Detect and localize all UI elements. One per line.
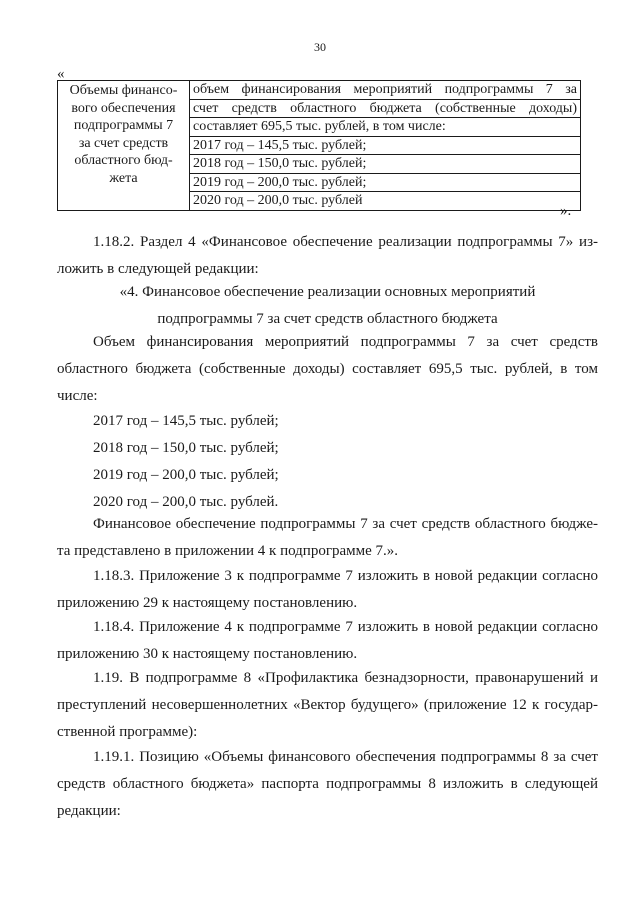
year-line: 2018 год – 150,0 тыс. рублей; (93, 440, 279, 456)
opening-quote: « (57, 66, 65, 82)
label-line: Объемы финансо- (69, 83, 178, 98)
funding-table-label-cell (58, 81, 190, 211)
funding-table-value-cell (190, 81, 581, 211)
value-line: счет средств областного бюджета (собственные доходы) (190, 100, 580, 119)
label-line: за счет средств (78, 135, 169, 151)
text-line: 1.18.2. Раздел 4 «Финансовое обеспечение реализации подпрограммы 7» из- (93, 234, 598, 250)
paragraph-financial-support (57, 511, 598, 565)
text-line: 1.18.3. Приложение 3 к подпрограмме 7 изложить в новой редакции согласно (93, 568, 598, 584)
funding-table (57, 80, 581, 211)
text-line: ложить в следующей редакции: (57, 261, 259, 277)
label-line: подпрограммы 7 (73, 118, 174, 133)
section-heading (57, 279, 598, 333)
paragraph-1-18-2 (57, 229, 598, 283)
text-line: областного бюджета (собственные доходы) составляет 695,5 тыс. рублей, в том (57, 361, 598, 377)
text-line: та представлено в приложении 4 к подпрограмме 7.». (57, 543, 399, 559)
text-line: средств областного бюджета» паспорта подпрограммы 8 изложить в следующей (57, 776, 598, 792)
paragraph-1-18-4 (57, 614, 598, 668)
text-line: ственной программе): (57, 724, 198, 740)
label-line: вого обеспечения (71, 100, 176, 116)
text-line: 1.19. В подпрограмме 8 «Профилактика безнадзорности, правонарушений и (93, 670, 598, 686)
paragraph-1-19-1 (57, 744, 598, 825)
label-line: жета (109, 170, 138, 186)
year-line: 2020 год – 200,0 тыс. рублей. (93, 494, 279, 510)
label-line: областного бюд- (74, 153, 173, 168)
value-line: 2020 год – 200,0 тыс. рублей (193, 193, 363, 208)
closing-quote: ». (560, 203, 572, 219)
text-line: 1.18.4. Приложение 4 к подпрограмме 7 изложить в новой редакции согласно (93, 619, 598, 635)
value-line: объем финансирования мероприятий подпрограммы 7 за (190, 81, 580, 100)
value-line: 2018 год – 150,0 тыс. рублей; (190, 155, 580, 174)
paragraph-1-18-3 (57, 563, 598, 617)
year-line: 2019 год – 200,0 тыс. рублей; (93, 467, 279, 483)
value-line: составляет 695,5 тыс. рублей, в том числе: (190, 118, 580, 137)
value-line: 2017 год – 145,5 тыс. рублей; (190, 137, 580, 156)
paragraph-1-19 (57, 665, 598, 746)
text-line: приложению 29 к настоящему постановлению. (57, 595, 358, 611)
year-line: 2017 год – 145,5 тыс. рублей; (93, 413, 279, 429)
text-line: числе: (57, 388, 98, 404)
page-number: 30 (314, 40, 326, 54)
heading-line: «4. Финансовое обеспечение реализации основных мероприятий (119, 284, 536, 300)
text-line: Финансовое обеспечение подпрограммы 7 за счет средств областного бюдже- (93, 516, 598, 532)
paragraph-years (57, 408, 598, 516)
heading-line: подпрограммы 7 за счет средств областного бюджета (157, 311, 498, 327)
value-line: 2019 год – 200,0 тыс. рублей; (190, 174, 580, 193)
text-line: Объем финансирования мероприятий подпрограммы 7 за счет средств (93, 334, 598, 350)
text-line: приложению 30 к настоящему постановлению. (57, 646, 358, 662)
paragraph-volume (57, 329, 598, 410)
text-line: преступлений несовершеннолетних «Вектор будущего» (приложение 12 к государ- (57, 697, 598, 713)
text-line: 1.19.1. Позицию «Объемы финансового обеспечения подпрограммы 8 за счет (93, 749, 598, 765)
text-line: редакции: (57, 803, 121, 819)
